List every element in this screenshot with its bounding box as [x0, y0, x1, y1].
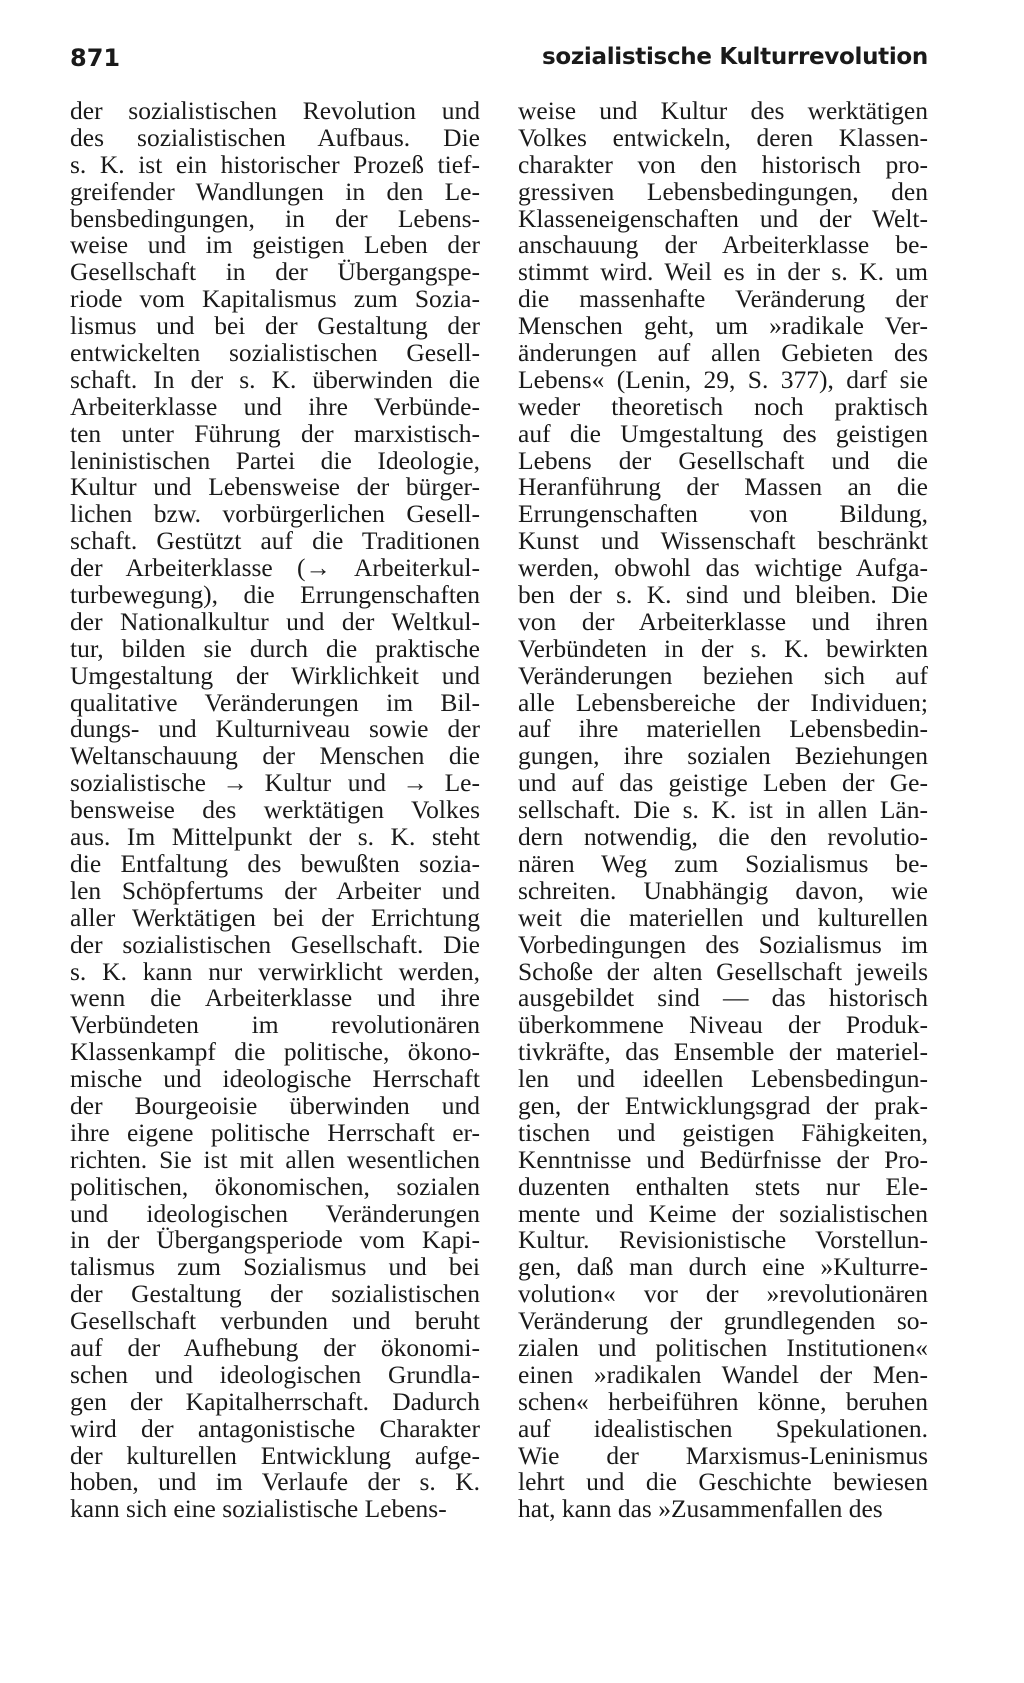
text-line: schen und ideologischen Grundla-: [70, 1359, 480, 1389]
text-line: Wie der Marxismus-Leninismus: [518, 1440, 928, 1470]
text-line: weise und Kultur des werktätigen: [518, 96, 928, 125]
text-line: werden, obwohl das wichtige Aufga-: [518, 553, 928, 583]
text-line: hat, kann das »Zusammenfallen des: [518, 1494, 883, 1524]
text-line: Volkes entwickeln, deren Klassen-: [518, 122, 928, 152]
text-line: turbewegung), die Errungenschaften: [70, 580, 480, 610]
text-line: duzenten enthalten stets nur Ele-: [518, 1171, 928, 1201]
text-line: Verbündeten in der s. K. bewirkten: [518, 633, 928, 663]
text-line: weise und im geistigen Leben der: [70, 230, 480, 260]
text-line: s. K. ist ein historischer Prozeß tief-: [70, 149, 480, 179]
text-line: entwickelten sozialistischen Gesell-: [70, 338, 480, 368]
text-line: der Gestaltung der sozialistischen: [70, 1279, 480, 1309]
text-line: Klassenkampf die politische, ökono-: [70, 1037, 480, 1067]
running-head: sozialistische Kulturrevolution: [541, 44, 928, 70]
text-line: Lebens« (Lenin, 29, S. 377), darf sie: [518, 364, 928, 394]
text-line: auf idealistischen Spekulationen.: [518, 1413, 928, 1443]
text-line: einen »radikalen Wandel der Men-: [518, 1359, 928, 1389]
text-line: gen, der Entwicklungsgrad der prak-: [518, 1090, 928, 1120]
text-line: gressiven Lebensbedingungen, den: [518, 176, 928, 206]
text-line: tivkräfte, das Ensemble der materiel-: [518, 1037, 928, 1067]
text-line: die massenhafte Veränderung der: [518, 284, 928, 314]
text-line: talismus zum Sozialismus und bei: [70, 1252, 480, 1282]
text-line: sozialistische → Kultur und → Le-: [70, 768, 480, 798]
text-line: tischen und geistigen Fähigkeiten,: [518, 1117, 928, 1147]
text-line: auf ihre materiellen Lebensbedin-: [518, 714, 928, 744]
text-line: des sozialistischen Aufbaus. Die: [70, 122, 480, 152]
text-line: mische und ideologische Herrschaft: [70, 1064, 480, 1094]
text-line: dern notwendig, die den revolutio-: [518, 822, 928, 852]
text-line: aus. Im Mittelpunkt der s. K. steht: [70, 822, 480, 852]
text-line: kann sich eine sozialistische Lebens-: [70, 1494, 447, 1524]
text-line: hoben, und im Verlaufe der s. K.: [70, 1467, 480, 1497]
text-line: ten unter Führung der marxistisch-: [70, 418, 480, 448]
text-line: der Bourgeoisie überwinden und: [70, 1090, 480, 1120]
text-line: lehrt und die Geschichte bewiesen: [518, 1467, 928, 1497]
text-line: lichen bzw. vorbürgerlichen Gesell-: [70, 499, 480, 529]
left-text-column: [70, 98, 480, 1523]
text-line: Verbündeten im revolutionären: [70, 1010, 480, 1040]
text-line: der sozialistischen Revolution und: [70, 96, 480, 125]
text-line: s. K. kann nur verwirklicht werden,: [70, 956, 480, 986]
text-line: schreiten. Unabhängig davon, wie: [518, 875, 928, 905]
text-line: schaft. Gestützt auf die Traditionen: [70, 526, 480, 556]
text-line: Veränderungen beziehen sich auf: [518, 660, 928, 690]
text-line: qualitative Veränderungen im Bil-: [70, 687, 480, 717]
text-line: len Schöpfertums der Arbeiter und: [70, 875, 480, 905]
text-line: tur, bilden sie durch die praktische: [70, 633, 480, 663]
text-line: riode vom Kapitalismus zum Sozia-: [70, 284, 480, 314]
text-line: richten. Sie ist mit allen wesentlichen: [70, 1144, 480, 1174]
right-text-column: [518, 98, 928, 1523]
text-line: Gesellschaft verbunden und beruht: [70, 1306, 480, 1336]
text-line: gen der Kapitalherrschaft. Dadurch: [70, 1386, 480, 1416]
text-line: ihre eigene politische Herrschaft er-: [70, 1117, 480, 1147]
text-line: auf der Aufhebung der ökonomi-: [70, 1332, 480, 1362]
text-line: Lebens der Gesellschaft und die: [518, 445, 928, 475]
text-line: alle Lebensbereiche der Individuen;: [518, 687, 928, 717]
text-line: Errungenschaften von Bildung,: [518, 499, 928, 529]
text-line: volution« vor der »revolutionären: [518, 1279, 928, 1309]
text-line: nären Weg zum Sozialismus be-: [518, 848, 928, 878]
text-line: schaft. In der s. K. überwinden die: [70, 364, 480, 394]
text-line: der Arbeiterklasse (→ Arbeiterkul-: [70, 553, 480, 583]
text-line: auf die Umgestaltung des geistigen: [518, 418, 928, 448]
text-line: dungs- und Kulturniveau sowie der: [70, 714, 480, 744]
text-line: Veränderung der grundlegenden so-: [518, 1306, 928, 1336]
text-line: die Entfaltung des bewußten sozia-: [70, 848, 480, 878]
text-line: charakter von den historisch pro-: [518, 149, 928, 179]
text-line: und auf das geistige Leben der Ge-: [518, 768, 928, 798]
text-line: Weltanschauung der Menschen die: [70, 741, 480, 771]
text-line: Gesellschaft in der Übergangspe-: [70, 257, 480, 287]
text-line: von der Arbeiterklasse und ihren: [518, 606, 928, 636]
text-line: und ideologischen Veränderungen: [70, 1198, 480, 1228]
text-line: zialen und politischen Institutionen«: [518, 1332, 928, 1362]
text-line: Heranführung der Massen an die: [518, 472, 928, 502]
text-line: aller Werktätigen bei der Errichtung: [70, 902, 480, 932]
text-line: in der Übergangsperiode vom Kapi-: [70, 1225, 480, 1255]
text-line: Umgestaltung der Wirklichkeit und: [70, 660, 480, 690]
text-line: ausgebildet sind — das historisch: [518, 983, 928, 1013]
text-line: Arbeiterklasse und ihre Verbünde-: [70, 391, 480, 421]
text-line: der kulturellen Entwicklung aufge-: [70, 1440, 480, 1470]
text-line: stimmt wird. Weil es in der s. K. um: [518, 257, 928, 287]
text-line: weit die materiellen und kulturellen: [518, 902, 928, 932]
text-line: Vorbedingungen des Sozialismus im: [518, 929, 928, 959]
text-line: änderungen auf allen Gebieten des: [518, 338, 928, 368]
text-line: anschauung der Arbeiterklasse be-: [518, 230, 928, 260]
text-line: wird der antagonistische Charakter: [70, 1413, 480, 1443]
text-line: Kultur. Revisionistische Vorstellun-: [518, 1225, 928, 1255]
text-line: sellschaft. Die s. K. ist in allen Län-: [518, 795, 928, 825]
text-line: überkommene Niveau der Produk-: [518, 1010, 928, 1040]
text-line: lismus und bei der Gestaltung der: [70, 311, 480, 341]
text-line: leninistischen Partei die Ideologie,: [70, 445, 480, 475]
text-line: Kultur und Lebensweise der bürger-: [70, 472, 480, 502]
text-line: wenn die Arbeiterklasse und ihre: [70, 983, 480, 1013]
text-line: greifender Wandlungen in den Le-: [70, 176, 480, 206]
text-line: Kunst und Wissenschaft beschränkt: [518, 526, 928, 556]
text-line: mente und Keime der sozialistischen: [518, 1198, 928, 1228]
text-line: bensbedingungen, in der Lebens-: [70, 203, 480, 233]
text-line: der Nationalkultur und der Weltkul-: [70, 606, 480, 636]
text-line: ben der s. K. sind und bleiben. Die: [518, 580, 928, 610]
text-line: gungen, ihre sozialen Beziehungen: [518, 741, 928, 771]
text-line: gen, daß man durch eine »Kulturre-: [518, 1252, 928, 1282]
text-line: Menschen geht, um »radikale Ver-: [518, 311, 928, 341]
text-line: der sozialistischen Gesellschaft. Die: [70, 929, 480, 959]
text-line: Schoße der alten Gesellschaft jeweils: [518, 956, 928, 986]
page-number: 871: [70, 44, 121, 72]
text-line: weder theoretisch noch praktisch: [518, 391, 928, 421]
text-line: len und ideellen Lebensbedingun-: [518, 1064, 928, 1094]
text-line: politischen, ökonomischen, sozialen: [70, 1171, 480, 1201]
text-line: Klasseneigenschaften und der Welt-: [518, 203, 928, 233]
text-line: Kenntnisse und Bedürfnisse der Pro-: [518, 1144, 928, 1174]
text-line: bensweise des werktätigen Volkes: [70, 795, 480, 825]
text-line: schen« herbeiführen könne, beruhen: [518, 1386, 928, 1416]
page-header: [70, 44, 928, 80]
